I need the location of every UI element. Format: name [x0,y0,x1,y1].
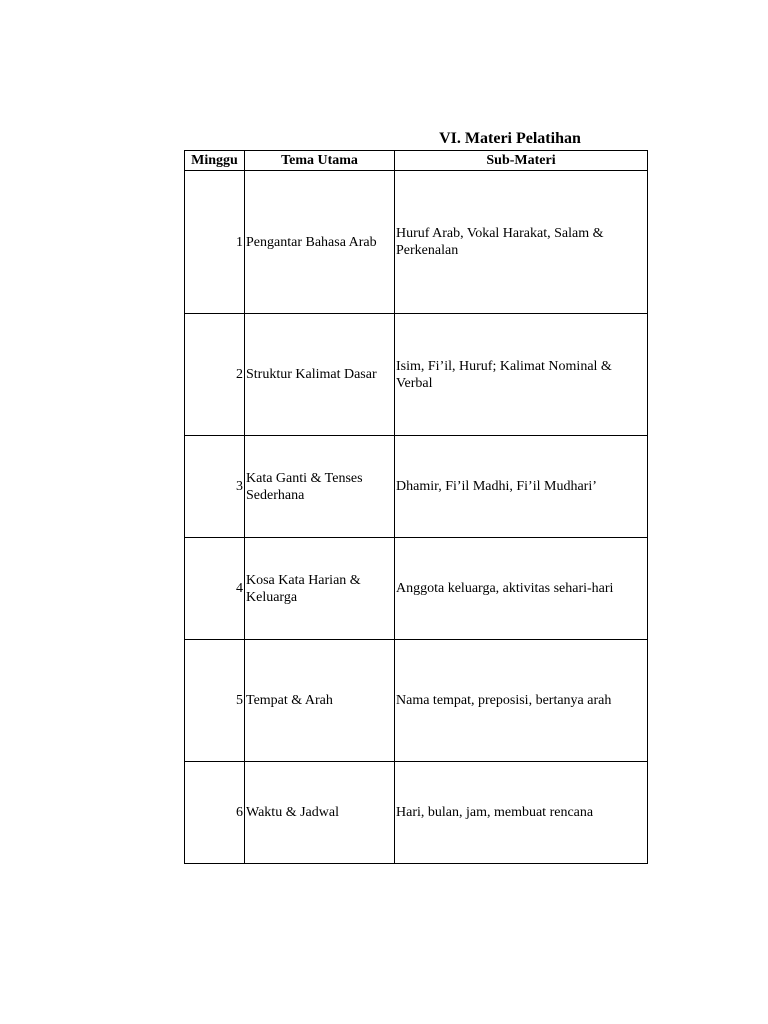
table-row [185,436,648,538]
table-row [185,171,648,314]
cell-sub-materi: Isim, Fi’il, Huruf; Kalimat Nominal & Verbal [395,314,648,436]
cell-minggu: 6 [185,762,245,864]
cell-sub-materi: Hari, bulan, jam, membuat rencana [395,762,648,864]
table-row [185,762,648,864]
cell-minggu: 3 [185,436,245,538]
table-row [185,640,648,762]
materi-table [184,150,648,864]
cell-minggu: 5 [185,640,245,762]
cell-tema: Waktu & Jadwal [245,762,395,864]
cell-tema: Tempat & Arah [245,640,395,762]
cell-tema: Struktur Kalimat Dasar [245,314,395,436]
cell-minggu: 2 [185,314,245,436]
cell-tema: Kosa Kata Harian & Keluarga [245,538,395,640]
table-row [185,314,648,436]
cell-sub-materi: Nama tempat, preposisi, bertanya arah [395,640,648,762]
table-header-row [185,151,648,171]
header-sub-materi: Sub-Materi [395,151,648,171]
cell-sub-materi: Dhamir, Fi’il Madhi, Fi’il Mudhari’ [395,436,648,538]
header-minggu: Minggu [185,151,245,171]
cell-tema: Kata Ganti & Tenses Sederhana [245,436,395,538]
cell-minggu: 4 [185,538,245,640]
cell-minggu: 1 [185,171,245,314]
header-tema-utama: Tema Utama [245,151,395,171]
cell-sub-materi: Huruf Arab, Vokal Harakat, Salam & Perkenalan [395,171,648,314]
document-title: VI. Materi Pelatihan [439,130,581,147]
cell-tema: Pengantar Bahasa Arab [245,171,395,314]
table-row [185,538,648,640]
cell-sub-materi: Anggota keluarga, aktivitas sehari-hari [395,538,648,640]
